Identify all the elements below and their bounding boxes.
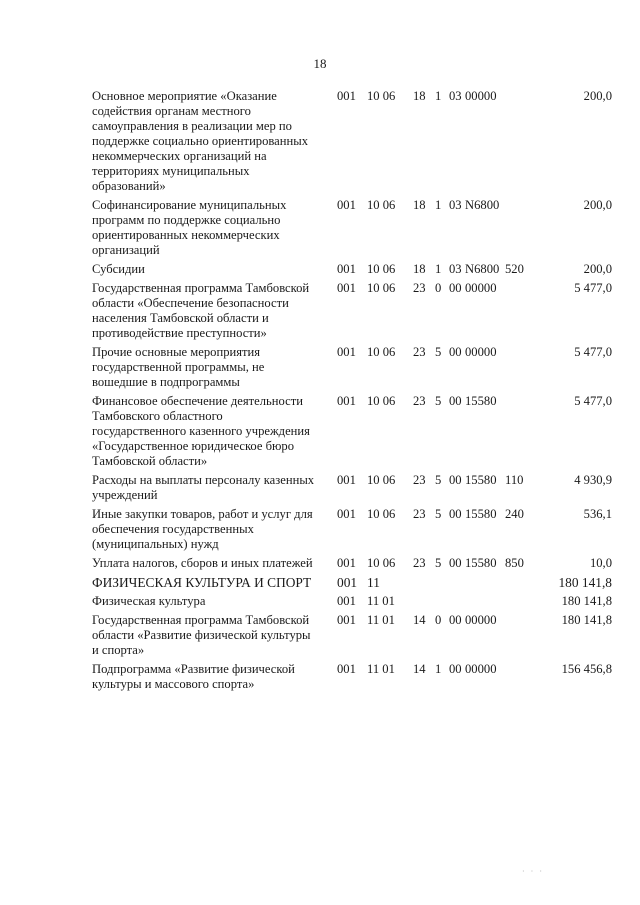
direction-code: 00000 bbox=[465, 89, 497, 103]
ministry-code: 001 bbox=[337, 394, 356, 408]
table-row bbox=[92, 345, 612, 390]
row-name: Субсидии bbox=[92, 262, 145, 276]
direction-code: 00000 bbox=[465, 281, 497, 295]
scan-specks: · · · bbox=[522, 867, 544, 876]
program-code: 23 bbox=[413, 556, 426, 570]
section-code: 11 01 bbox=[367, 613, 395, 627]
ministry-code: 001 bbox=[337, 262, 356, 276]
section-code: 10 06 bbox=[367, 262, 396, 276]
subprogram-code: 5 bbox=[435, 507, 442, 521]
table-row bbox=[92, 594, 612, 609]
section-code: 11 01 bbox=[367, 594, 395, 608]
ministry-code: 001 bbox=[337, 613, 356, 627]
section-code: 10 06 bbox=[367, 507, 396, 521]
main-event-code: 03 bbox=[449, 262, 462, 276]
direction-code: 00000 bbox=[465, 345, 497, 359]
row-name: Финансовое обеспечение деятельности Тамбовского областного государственного казенного учреждения «Государственное юридическое бюро Тамбовской области» bbox=[92, 394, 310, 468]
direction-code: N6800 bbox=[465, 262, 500, 276]
main-event-code: 00 bbox=[449, 507, 462, 521]
ministry-code: 001 bbox=[337, 89, 356, 103]
subprogram-code: 1 bbox=[435, 262, 442, 276]
amount: 4 930,9 bbox=[574, 473, 612, 487]
amount: 180 141,8 bbox=[561, 613, 612, 627]
table-row bbox=[92, 613, 612, 658]
table-row bbox=[92, 281, 612, 341]
ministry-code: 001 bbox=[337, 281, 356, 295]
section-code: 10 06 bbox=[367, 394, 396, 408]
table-row bbox=[92, 89, 612, 194]
table-row bbox=[92, 556, 612, 571]
program-code: 18 bbox=[413, 198, 426, 212]
program-code: 18 bbox=[413, 262, 426, 276]
section-code: 10 06 bbox=[367, 345, 396, 359]
program-code: 23 bbox=[413, 394, 426, 408]
section-code: 10 06 bbox=[367, 556, 396, 570]
subprogram-code: 5 bbox=[435, 394, 442, 408]
program-code: 23 bbox=[413, 281, 426, 295]
row-name: Подпрограмма «Развитие физической культуры и массового спорта» bbox=[92, 662, 295, 691]
table-row bbox=[92, 262, 612, 277]
expense-type-code: 850 bbox=[505, 556, 524, 570]
row-name: Иные закупки товаров, работ и услуг для обеспечения государственных (муниципальных) нужд bbox=[92, 507, 313, 551]
subprogram-code: 5 bbox=[435, 556, 442, 570]
main-event-code: 00 bbox=[449, 662, 462, 676]
section-code: 11 bbox=[367, 575, 380, 590]
main-event-code: 00 bbox=[449, 394, 462, 408]
subprogram-code: 1 bbox=[435, 662, 442, 676]
section-code: 11 01 bbox=[367, 662, 395, 676]
row-name: Государственная программа Тамбовской области «Обеспечение безопасности населения Тамбовской области и противодействие преступности» bbox=[92, 281, 310, 340]
program-code: 23 bbox=[413, 507, 426, 521]
row-name: Софинансирование муниципальных программ по поддержке социально ориентированных некоммерческих организаций bbox=[92, 198, 287, 257]
table-row bbox=[92, 198, 612, 258]
expense-type-code: 110 bbox=[505, 473, 524, 487]
row-name: Физическая культура bbox=[92, 594, 206, 608]
ministry-code: 001 bbox=[337, 473, 356, 487]
main-event-code: 03 bbox=[449, 89, 462, 103]
row-name: Основное мероприятие «Оказание содействия органам местного самоуправления в реализации мер по поддержке социально ориентированных некоммерческих организаций на территориях муниципальных образований» bbox=[92, 89, 309, 193]
main-event-code: 03 bbox=[449, 198, 462, 212]
direction-code: 15580 bbox=[465, 507, 497, 521]
expense-type-code: 520 bbox=[505, 262, 524, 276]
direction-code: 15580 bbox=[465, 556, 497, 570]
table-row bbox=[92, 507, 612, 552]
page-number: 18 bbox=[313, 56, 327, 71]
table-row-section-heading bbox=[92, 575, 612, 590]
table-row bbox=[92, 662, 612, 692]
subprogram-code: 1 bbox=[435, 89, 442, 103]
row-name: Государственная программа Тамбовской области «Развитие физической культуры и спорта» bbox=[92, 613, 311, 657]
subprogram-code: 5 bbox=[435, 345, 442, 359]
ministry-code: 001 bbox=[337, 556, 356, 570]
main-event-code: 00 bbox=[449, 613, 462, 627]
amount: 5 477,0 bbox=[574, 345, 612, 359]
subprogram-code: 1 bbox=[435, 198, 442, 212]
ministry-code: 001 bbox=[337, 594, 356, 608]
section-code: 10 06 bbox=[367, 281, 396, 295]
row-name: Уплата налогов, сборов и иных платежей bbox=[92, 556, 313, 570]
table-row bbox=[92, 394, 612, 469]
program-code: 23 bbox=[413, 345, 426, 359]
main-event-code: 00 bbox=[449, 556, 462, 570]
ministry-code: 001 bbox=[337, 345, 356, 359]
ministry-code: 001 bbox=[337, 198, 356, 212]
section-code: 10 06 bbox=[367, 198, 396, 212]
direction-code: 00000 bbox=[465, 613, 497, 627]
program-code: 14 bbox=[413, 662, 426, 676]
direction-code: 15580 bbox=[465, 473, 497, 487]
budget-table bbox=[92, 89, 612, 696]
amount: 536,1 bbox=[583, 507, 612, 521]
table-row bbox=[92, 473, 612, 503]
direction-code: N6800 bbox=[465, 198, 500, 212]
row-name: Расходы на выплаты персоналу казенных учреждений bbox=[92, 473, 315, 502]
amount: 200,0 bbox=[583, 198, 612, 212]
section-code: 10 06 bbox=[367, 473, 396, 487]
subprogram-code: 0 bbox=[435, 613, 442, 627]
program-code: 23 bbox=[413, 473, 426, 487]
expense-type-code: 240 bbox=[505, 507, 524, 521]
ministry-code: 001 bbox=[337, 662, 356, 676]
section-code: 10 06 bbox=[367, 89, 396, 103]
ministry-code: 001 bbox=[337, 507, 356, 521]
row-name: Прочие основные мероприятия государственной программы, не вошедшие в подпрограммы bbox=[92, 345, 265, 389]
amount: 180 141,8 bbox=[558, 575, 612, 590]
program-code: 18 bbox=[413, 89, 426, 103]
amount: 10,0 bbox=[589, 556, 612, 570]
program-code: 14 bbox=[413, 613, 426, 627]
amount: 5 477,0 bbox=[574, 394, 612, 408]
amount: 156 456,8 bbox=[561, 662, 612, 676]
main-event-code: 00 bbox=[449, 473, 462, 487]
direction-code: 00000 bbox=[465, 662, 497, 676]
amount: 5 477,0 bbox=[574, 281, 612, 295]
amount: 200,0 bbox=[583, 262, 612, 276]
ministry-code: 001 bbox=[337, 575, 358, 590]
main-event-code: 00 bbox=[449, 345, 462, 359]
subprogram-code: 0 bbox=[435, 281, 442, 295]
row-name: ФИЗИЧЕСКАЯ КУЛЬТУРА И СПОРТ bbox=[92, 575, 312, 590]
subprogram-code: 5 bbox=[435, 473, 442, 487]
direction-code: 15580 bbox=[465, 394, 497, 408]
amount: 200,0 bbox=[583, 89, 612, 103]
main-event-code: 00 bbox=[449, 281, 462, 295]
amount: 180 141,8 bbox=[561, 594, 612, 608]
